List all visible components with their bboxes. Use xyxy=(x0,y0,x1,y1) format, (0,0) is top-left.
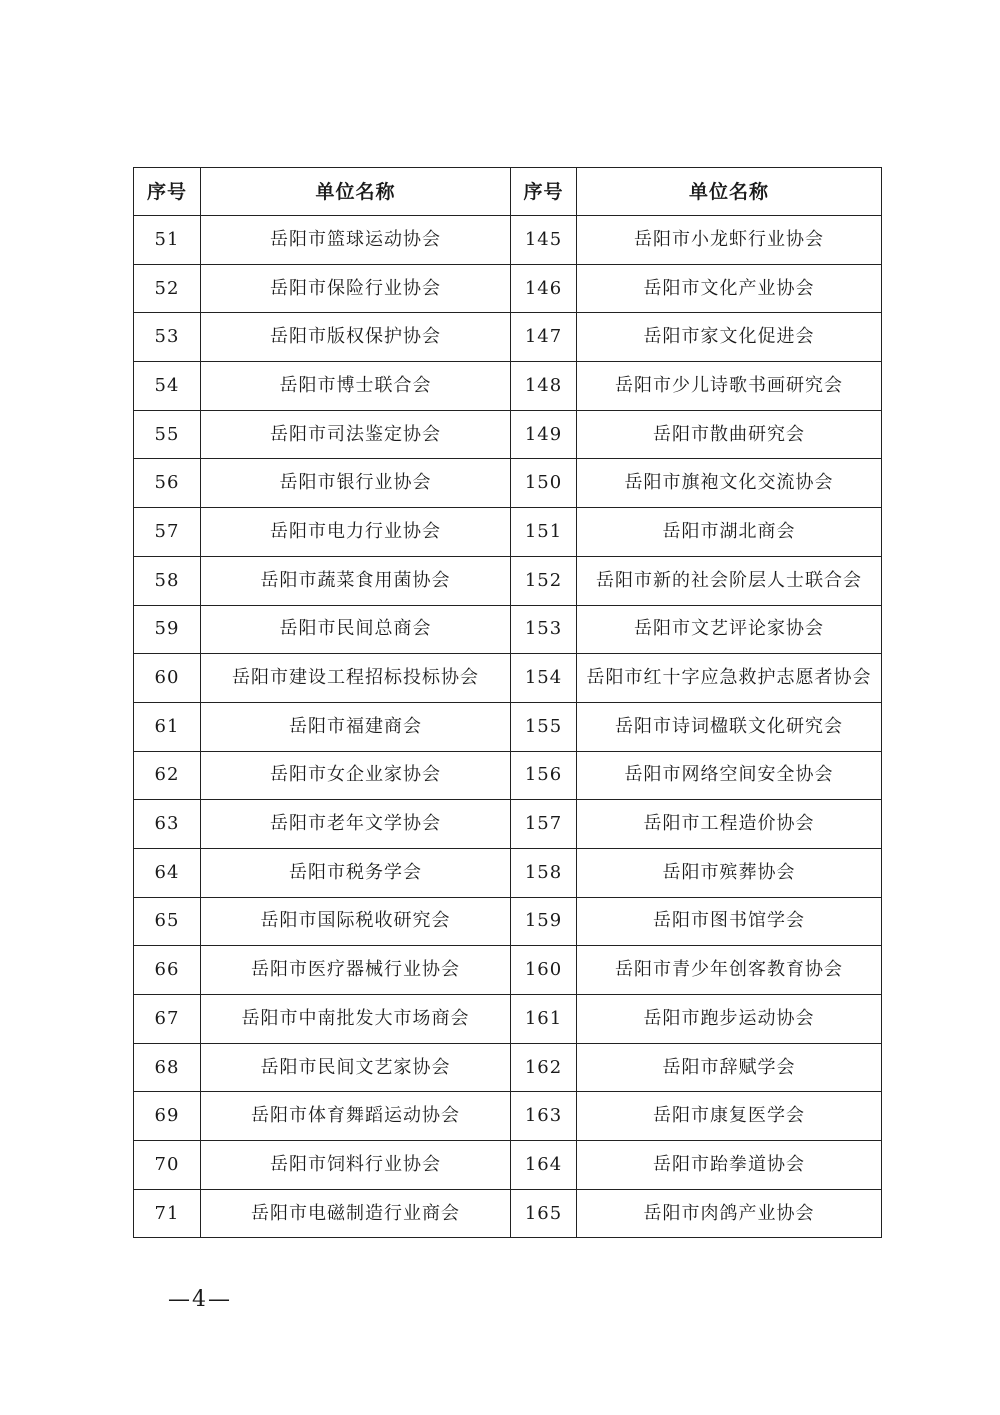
header-serial-left: 序号 xyxy=(134,168,201,216)
organization-name-right: 岳阳市小龙虾行业协会 xyxy=(577,216,882,265)
organization-name-right: 岳阳市跆拳道协会 xyxy=(577,1141,882,1190)
organization-name-left: 岳阳市电力行业协会 xyxy=(201,508,511,557)
serial-number-left: 57 xyxy=(134,508,201,557)
organization-name-right: 岳阳市散曲研究会 xyxy=(577,410,882,459)
organization-name-right: 岳阳市文化产业协会 xyxy=(577,264,882,313)
serial-number-right: 159 xyxy=(511,897,577,946)
serial-number-left: 60 xyxy=(134,654,201,703)
organization-name-right: 岳阳市少儿诗歌书画研究会 xyxy=(577,362,882,411)
table-row xyxy=(134,946,882,995)
table-row xyxy=(134,848,882,897)
serial-number-right: 145 xyxy=(511,216,577,265)
serial-number-left: 51 xyxy=(134,216,201,265)
table-row xyxy=(134,1043,882,1092)
serial-number-right: 156 xyxy=(511,751,577,800)
serial-number-right: 160 xyxy=(511,946,577,995)
serial-number-right: 158 xyxy=(511,848,577,897)
organization-name-right: 岳阳市家文化促进会 xyxy=(577,313,882,362)
serial-number-left: 52 xyxy=(134,264,201,313)
serial-number-right: 154 xyxy=(511,654,577,703)
serial-number-left: 68 xyxy=(134,1043,201,1092)
serial-number-right: 152 xyxy=(511,556,577,605)
serial-number-right: 155 xyxy=(511,702,577,751)
organization-name-right: 岳阳市网络空间安全协会 xyxy=(577,751,882,800)
serial-number-right: 157 xyxy=(511,800,577,849)
serial-number-left: 69 xyxy=(134,1092,201,1141)
serial-number-left: 71 xyxy=(134,1189,201,1238)
serial-number-right: 147 xyxy=(511,313,577,362)
organization-name-left: 岳阳市中南批发大市场商会 xyxy=(201,995,511,1044)
header-serial-right: 序号 xyxy=(511,168,577,216)
organization-name-left: 岳阳市老年文学协会 xyxy=(201,800,511,849)
serial-number-left: 66 xyxy=(134,946,201,995)
organization-name-left: 岳阳市体育舞蹈运动协会 xyxy=(201,1092,511,1141)
table-row xyxy=(134,313,882,362)
organization-name-left: 岳阳市国际税收研究会 xyxy=(201,897,511,946)
header-name-right: 单位名称 xyxy=(577,168,882,216)
organization-name-right: 岳阳市图书馆学会 xyxy=(577,897,882,946)
serial-number-right: 146 xyxy=(511,264,577,313)
serial-number-right: 165 xyxy=(511,1189,577,1238)
table-header-row xyxy=(134,168,882,216)
organization-name-left: 岳阳市饲料行业协会 xyxy=(201,1141,511,1190)
organization-name-right: 岳阳市跑步运动协会 xyxy=(577,995,882,1044)
table-row xyxy=(134,654,882,703)
organization-name-left: 岳阳市博士联合会 xyxy=(201,362,511,411)
serial-number-left: 65 xyxy=(134,897,201,946)
organization-name-left: 岳阳市民间总商会 xyxy=(201,605,511,654)
table-row xyxy=(134,362,882,411)
serial-number-left: 54 xyxy=(134,362,201,411)
organization-name-left: 岳阳市税务学会 xyxy=(201,848,511,897)
organization-name-right: 岳阳市旗袍文化交流协会 xyxy=(577,459,882,508)
table-row xyxy=(134,702,882,751)
serial-number-left: 56 xyxy=(134,459,201,508)
organization-name-right: 岳阳市肉鸽产业协会 xyxy=(577,1189,882,1238)
serial-number-right: 149 xyxy=(511,410,577,459)
organization-name-left: 岳阳市司法鉴定协会 xyxy=(201,410,511,459)
table-row xyxy=(134,1092,882,1141)
table-row xyxy=(134,264,882,313)
table-row xyxy=(134,897,882,946)
organization-name-right: 岳阳市青少年创客教育协会 xyxy=(577,946,882,995)
table-row xyxy=(134,995,882,1044)
organization-name-left: 岳阳市版权保护协会 xyxy=(201,313,511,362)
organization-name-right: 岳阳市诗词楹联文化研究会 xyxy=(577,702,882,751)
serial-number-right: 161 xyxy=(511,995,577,1044)
table-row xyxy=(134,605,882,654)
serial-number-left: 70 xyxy=(134,1141,201,1190)
organization-name-right: 岳阳市红十字应急救护志愿者协会 xyxy=(577,654,882,703)
serial-number-left: 62 xyxy=(134,751,201,800)
organization-list-table xyxy=(133,167,882,1238)
organization-name-left: 岳阳市银行业协会 xyxy=(201,459,511,508)
organization-name-right: 岳阳市新的社会阶层人士联合会 xyxy=(577,556,882,605)
table-body xyxy=(134,216,882,1238)
serial-number-right: 162 xyxy=(511,1043,577,1092)
serial-number-left: 59 xyxy=(134,605,201,654)
serial-number-left: 55 xyxy=(134,410,201,459)
organization-name-left: 岳阳市篮球运动协会 xyxy=(201,216,511,265)
serial-number-left: 53 xyxy=(134,313,201,362)
organization-name-left: 岳阳市女企业家协会 xyxy=(201,751,511,800)
organization-name-left: 岳阳市建设工程招标投标协会 xyxy=(201,654,511,703)
organization-name-left: 岳阳市电磁制造行业商会 xyxy=(201,1189,511,1238)
table-row xyxy=(134,556,882,605)
organization-name-left: 岳阳市蔬菜食用菌协会 xyxy=(201,556,511,605)
table-row xyxy=(134,508,882,557)
organization-name-right: 岳阳市殡葬协会 xyxy=(577,848,882,897)
serial-number-right: 151 xyxy=(511,508,577,557)
serial-number-left: 61 xyxy=(134,702,201,751)
serial-number-left: 64 xyxy=(134,848,201,897)
serial-number-left: 63 xyxy=(134,800,201,849)
table-row xyxy=(134,751,882,800)
serial-number-right: 164 xyxy=(511,1141,577,1190)
organization-name-left: 岳阳市民间文艺家协会 xyxy=(201,1043,511,1092)
organization-name-right: 岳阳市辞赋学会 xyxy=(577,1043,882,1092)
organization-name-right: 岳阳市工程造价协会 xyxy=(577,800,882,849)
organization-name-right: 岳阳市湖北商会 xyxy=(577,508,882,557)
organization-name-right: 岳阳市文艺评论家协会 xyxy=(577,605,882,654)
serial-number-right: 163 xyxy=(511,1092,577,1141)
header-name-left: 单位名称 xyxy=(201,168,511,216)
page-number: —4— xyxy=(168,1287,232,1312)
organization-name-right: 岳阳市康复医学会 xyxy=(577,1092,882,1141)
serial-number-left: 58 xyxy=(134,556,201,605)
serial-number-right: 148 xyxy=(511,362,577,411)
serial-number-right: 153 xyxy=(511,605,577,654)
organization-name-left: 岳阳市医疗器械行业协会 xyxy=(201,946,511,995)
table-row xyxy=(134,410,882,459)
table-row xyxy=(134,1189,882,1238)
table-row xyxy=(134,800,882,849)
serial-number-left: 67 xyxy=(134,995,201,1044)
serial-number-right: 150 xyxy=(511,459,577,508)
table-row xyxy=(134,1141,882,1190)
organization-name-left: 岳阳市福建商会 xyxy=(201,702,511,751)
organization-name-left: 岳阳市保险行业协会 xyxy=(201,264,511,313)
table-row xyxy=(134,216,882,265)
table-row xyxy=(134,459,882,508)
